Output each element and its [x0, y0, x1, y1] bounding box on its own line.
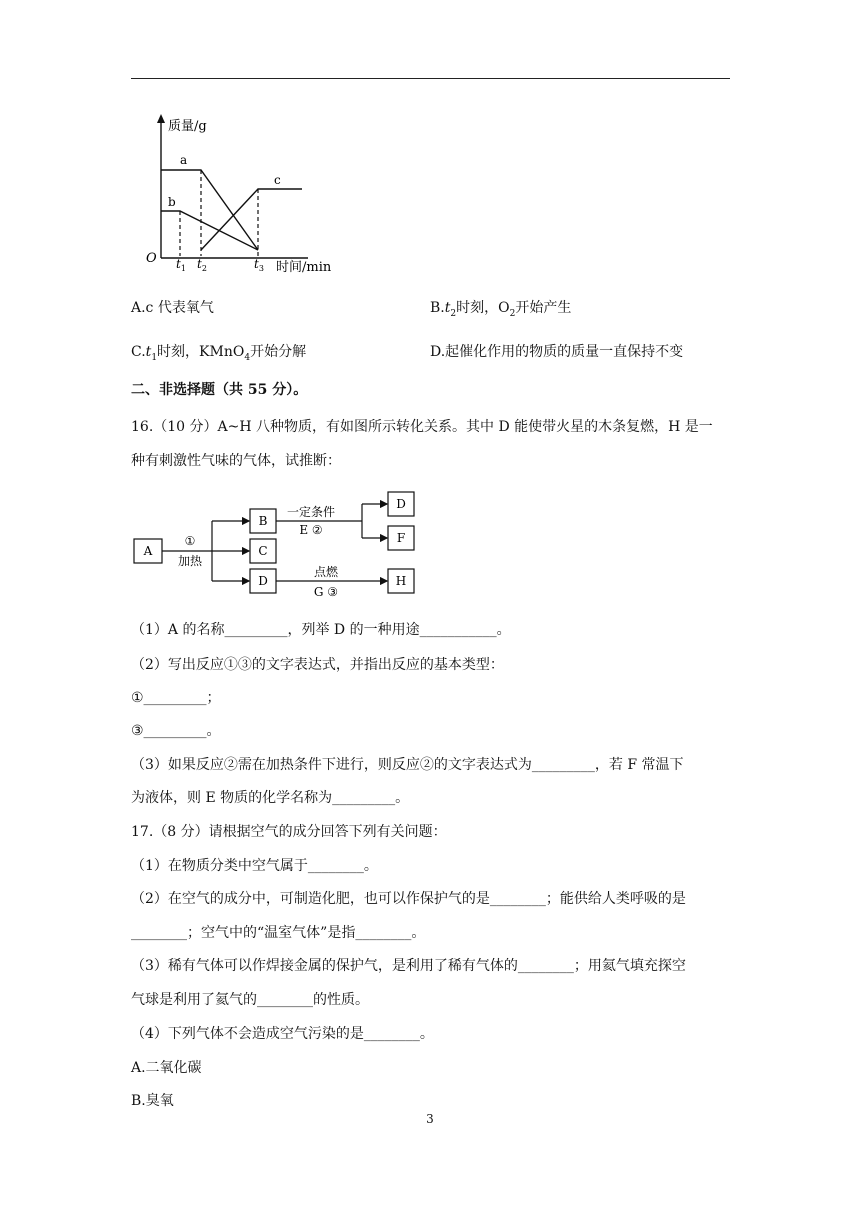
line-c-label: c	[274, 173, 281, 187]
q15-option-d: D.起催化作用的物质的质量一直保持不变	[430, 344, 684, 360]
cond1-top: ①	[184, 534, 196, 548]
y-axis-arrow	[157, 114, 165, 123]
origin-label: O	[146, 251, 157, 266]
cond3-bottom: G ③	[313, 585, 339, 599]
q15-option-c: $C.t_1$时刻，KMnO$_4$开始分解	[131, 344, 307, 363]
label-c: C	[258, 544, 268, 558]
q16-line2: 种有刺激性气味的气体，试推断：	[131, 453, 341, 469]
y-axis-label: 质量/g	[168, 119, 207, 134]
label-d-left: D	[258, 574, 268, 588]
q17-part2-line1: （2）在空气的成分中，可制造化肥，也可以作保护气的是________；能供给人类呼吸的是	[131, 891, 686, 907]
q17-part4: （4）下列气体不会造成空气污染的是________。	[131, 1026, 434, 1042]
q16-line1: 16.（10 分）A~H 八种物质，有如图所示转化关系。其中 D 能使带火星的木条复燃，H 是一	[131, 419, 713, 435]
label-b: B	[258, 514, 268, 528]
q17-part2-line2: ________；空气中的“温室气体”是指________。	[131, 925, 426, 941]
section2-title: 二、非选择题（共 55 分）。	[131, 382, 308, 398]
cond2-top: 一定条件	[286, 505, 336, 519]
cond3-top: 点燃	[313, 565, 339, 579]
q16-part1: （1）A 的名称_________，列举 D 的一种用途___________。	[131, 622, 511, 638]
mass-time-graph	[140, 108, 350, 276]
q17-title: 17.（8 分）请根据空气的成分回答下列有关问题：	[131, 824, 447, 840]
tick-t3: $t_3$	[254, 257, 264, 273]
label-h: H	[395, 574, 407, 588]
q17-part3-line1: （3）稀有气体可以作焊接金属的保护气，是利用了稀有气体的________；用氦气填充探空	[131, 958, 686, 974]
header-rule	[131, 78, 730, 79]
page-number: 3	[426, 1112, 434, 1126]
q16-part3-line2: 为液体，则 E 物质的化学名称为_________。	[131, 790, 410, 806]
label-f: F	[396, 531, 406, 545]
line-b-label: b	[168, 195, 176, 209]
label-a: A	[143, 544, 153, 558]
q16-part2: （2）写出反应①③的文字表达式，并指出反应的基本类型：	[131, 657, 504, 673]
q17-part3-line2: 气球是利用了氦气的________的性质。	[131, 992, 369, 1008]
x-axis-label: 时间/min	[276, 260, 332, 275]
q16-part2-reaction3: ③_________。	[131, 723, 221, 739]
q17-option-b: B.臭氧	[131, 1093, 174, 1109]
cond1-bottom: 加热	[177, 554, 203, 568]
label-d-right: D	[396, 497, 406, 511]
line-a	[161, 170, 258, 250]
reaction-flow-diagram	[128, 486, 428, 602]
q16-part2-reaction1: ①_________；	[131, 690, 221, 706]
q15-option-b: $B.t_2$时刻，$O_2$开始产生	[430, 300, 572, 319]
tick-t1: $t_1$	[176, 257, 186, 273]
q15-option-a: A.c 代表氧气	[131, 300, 214, 316]
q17-part1: （1）在物质分类中空气属于________。	[131, 858, 378, 874]
q16-part3-line1: （3）如果反应②需在加热条件下进行，则反应②的文字表达式为_________，若 F 常温下	[131, 757, 684, 773]
line-a-label: a	[180, 153, 188, 167]
tick-t2: $t_2$	[197, 257, 207, 273]
q17-option-a: A.二氧化碳	[131, 1060, 202, 1076]
cond2-bottom: E ②	[299, 523, 323, 537]
